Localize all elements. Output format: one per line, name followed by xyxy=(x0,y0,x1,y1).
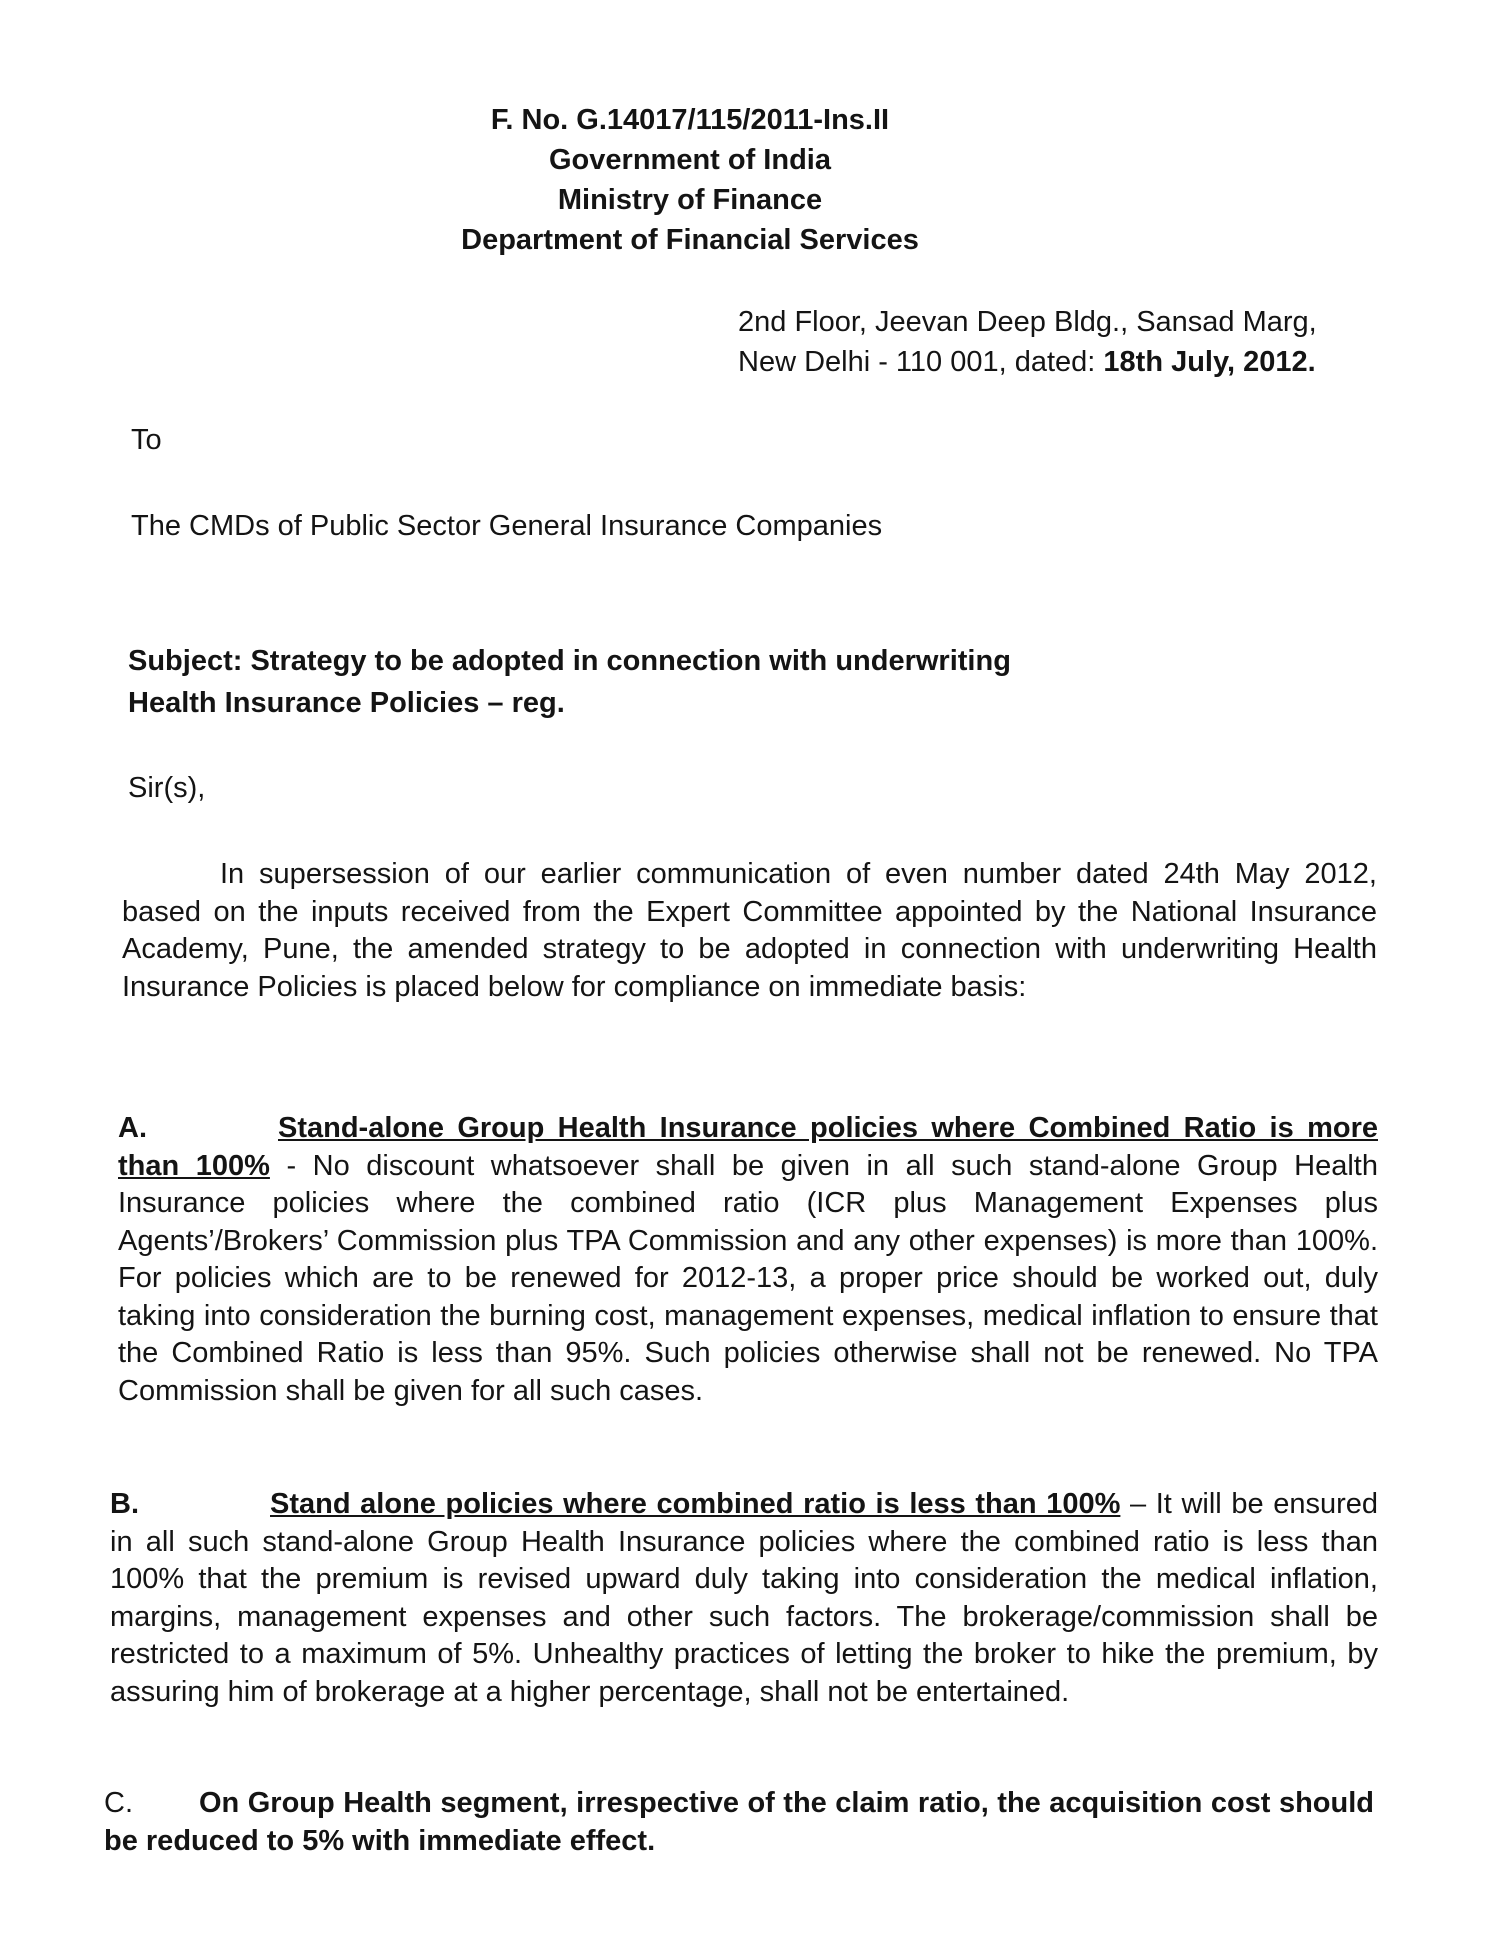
to-label: To xyxy=(131,424,162,456)
subject-line-2: Health Insurance Policies – reg. xyxy=(128,687,565,719)
section-a-heading: Stand-alone Group Health Insurance policies where Combined Ratio is more than 100% xyxy=(118,1112,1378,1182)
salutation: Sir(s), xyxy=(128,772,206,804)
intro-paragraph: In supersession of our earlier communication of even number dated 24th May 2012, based on the inputs received from the Expert Committee appointed by the National Insurance Academy, Pune, the amended strategy to be adopted in connection with underwriting Health Insurance Policies is placed below for compliance on immediate basis: xyxy=(122,858,1377,1003)
letter-header xyxy=(0,100,1500,260)
subject xyxy=(128,640,1128,724)
recipient: The CMDs of Public Sector General Insurance Companies xyxy=(131,510,883,542)
section-c-mark: C. xyxy=(104,1787,133,1819)
section-b-heading: Stand alone policies where combined ratio is less than 100% xyxy=(270,1488,1121,1520)
section-c xyxy=(104,1785,1374,1860)
ministry-line: Ministry of Finance xyxy=(557,184,823,216)
address-line-2-prefix: New Delhi - 110 001, dated: xyxy=(738,346,1104,378)
address-line-1: 2nd Floor, Jeevan Deep Bldg., Sansad Marg, xyxy=(738,306,1317,338)
section-a-body: - No discount whatsoever shall be given in all such stand-alone Group Health Insurance policies where the combined ratio (ICR plus Management Expenses plus Agents’/Brokers’ Commission plus TPA Commission and any other expenses) is more than 100%. For policies which are to be renewed for 2012-13, a proper price should be worked out, duly taking into consideration the burning cost, management expenses, medical inflation to ensure that the Combined Ratio is less than 95%. Such policies otherwise shall not be renewed. No TPA Commission shall be given for all such cases. xyxy=(118,1149,1378,1407)
section-c-body: On Group Health segment, irrespective of the claim ratio, the acquisition cost should be reduced to 5% with immediate effect. xyxy=(104,1787,1374,1857)
letter-date: 18th July, 2012. xyxy=(1103,346,1316,378)
section-a-mark: A. xyxy=(118,1112,147,1144)
file-number: F. No. G.14017/115/2011-Ins.II xyxy=(490,104,890,136)
address-line-2 xyxy=(738,342,1388,382)
government-line: Government of India xyxy=(549,144,831,176)
section-a xyxy=(118,1110,1378,1410)
section-b-mark: B. xyxy=(110,1488,139,1520)
subject-line-1: Subject: Strategy to be adopted in connection with underwriting xyxy=(128,645,1011,677)
section-b-body: – It will be ensured in all such stand-alone Group Health Insurance policies where the combined ratio is less than 100% that the premium is revised upward duly taking into consideration the medical inflation, margins, management expenses and other such factors. The brokerage/commission shall be restricted to a maximum of 5%. Unhealthy practices of letting the broker to hike the premium, by assuring him of brokerage at a higher percentage, shall not be entertained. xyxy=(110,1488,1378,1708)
department-line: Department of Financial Services xyxy=(461,224,919,256)
sender-address xyxy=(738,302,1388,382)
section-b xyxy=(110,1486,1378,1711)
